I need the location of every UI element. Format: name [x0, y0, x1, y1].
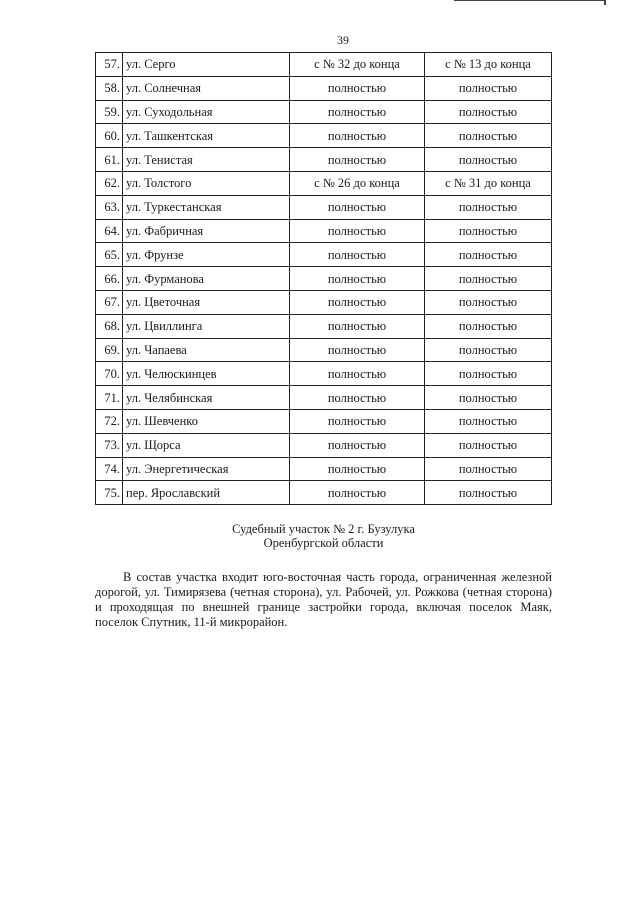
table-row [96, 362, 552, 386]
row-number: 75. [96, 481, 123, 505]
street-name: ул. Цвиллинга [123, 314, 290, 338]
even-side-range: с № 26 до конца [290, 171, 425, 195]
table-row [96, 386, 552, 410]
even-side-range: полностью [290, 195, 425, 219]
even-side-range: полностью [290, 100, 425, 124]
street-name: ул. Челюскинцев [123, 362, 290, 386]
even-side-range: с № 32 до конца [290, 53, 425, 77]
table-row [96, 290, 552, 314]
odd-side-range: полностью [425, 124, 552, 148]
row-number: 62. [96, 171, 123, 195]
odd-side-range: полностью [425, 433, 552, 457]
table-row [96, 195, 552, 219]
scan-corner-tick [604, 0, 606, 5]
odd-side-range: полностью [425, 409, 552, 433]
table-row [96, 481, 552, 505]
even-side-range: полностью [290, 362, 425, 386]
even-side-range: полностью [290, 290, 425, 314]
odd-side-range: полностью [425, 314, 552, 338]
row-number: 59. [96, 100, 123, 124]
street-name: ул. Энергетическая [123, 457, 290, 481]
even-side-range: полностью [290, 481, 425, 505]
row-number: 60. [96, 124, 123, 148]
street-name: ул. Челябинская [123, 386, 290, 410]
scan-corner-mark [454, 0, 606, 4]
table-row [96, 219, 552, 243]
street-name: ул. Толстого [123, 171, 290, 195]
row-number: 57. [96, 53, 123, 77]
odd-side-range: полностью [425, 195, 552, 219]
odd-side-range: с № 13 до конца [425, 53, 552, 77]
even-side-range: полностью [290, 433, 425, 457]
odd-side-range: полностью [425, 243, 552, 267]
odd-side-range: полностью [425, 76, 552, 100]
street-name: ул. Щорса [123, 433, 290, 457]
even-side-range: полностью [290, 314, 425, 338]
street-name: ул. Солнечная [123, 76, 290, 100]
street-name: ул. Шевченко [123, 409, 290, 433]
street-name: ул. Цветочная [123, 290, 290, 314]
row-number: 63. [96, 195, 123, 219]
table-row [96, 433, 552, 457]
street-name: ул. Ташкентская [123, 124, 290, 148]
even-side-range: полностью [290, 409, 425, 433]
street-name: ул. Туркестанская [123, 195, 290, 219]
table-row [96, 457, 552, 481]
table-row [96, 124, 552, 148]
table-row [96, 53, 552, 77]
even-side-range: полностью [290, 148, 425, 172]
odd-side-range: полностью [425, 290, 552, 314]
even-side-range: полностью [290, 267, 425, 291]
odd-side-range: полностью [425, 100, 552, 124]
street-name: ул. Тенистая [123, 148, 290, 172]
odd-side-range: полностью [425, 362, 552, 386]
row-number: 74. [96, 457, 123, 481]
row-number: 64. [96, 219, 123, 243]
street-name: ул. Фабричная [123, 219, 290, 243]
court-section-title [95, 522, 552, 550]
table-row [96, 314, 552, 338]
row-number: 72. [96, 409, 123, 433]
odd-side-range: полностью [425, 267, 552, 291]
row-number: 73. [96, 433, 123, 457]
row-number: 66. [96, 267, 123, 291]
odd-side-range: полностью [425, 338, 552, 362]
court-section-title-line1: Судебный участок № 2 г. Бузулука [232, 522, 415, 536]
court-section-title-line2: Оренбургской области [263, 536, 384, 550]
table-row [96, 409, 552, 433]
row-number: 71. [96, 386, 123, 410]
street-name: ул. Чапаева [123, 338, 290, 362]
table-row [96, 338, 552, 362]
even-side-range: полностью [290, 76, 425, 100]
odd-side-range: полностью [425, 386, 552, 410]
odd-side-range: полностью [425, 481, 552, 505]
street-name: ул. Суходольная [123, 100, 290, 124]
row-number: 68. [96, 314, 123, 338]
table-row [96, 100, 552, 124]
table-row [96, 148, 552, 172]
street-name: ул. Серго [123, 53, 290, 77]
page-number: 39 [337, 33, 349, 47]
row-number: 67. [96, 290, 123, 314]
table-row [96, 171, 552, 195]
row-number: 69. [96, 338, 123, 362]
even-side-range: полностью [290, 243, 425, 267]
odd-side-range: с № 31 до конца [425, 171, 552, 195]
street-name: пер. Ярославский [123, 481, 290, 505]
row-number: 58. [96, 76, 123, 100]
row-number: 61. [96, 148, 123, 172]
table-row [96, 76, 552, 100]
table-row [96, 267, 552, 291]
streets-table-body [96, 53, 552, 505]
streets-table [95, 52, 552, 505]
even-side-range: полностью [290, 338, 425, 362]
row-number: 65. [96, 243, 123, 267]
even-side-range: полностью [290, 219, 425, 243]
odd-side-range: полностью [425, 457, 552, 481]
even-side-range: полностью [290, 457, 425, 481]
court-section-description: В состав участка входит юго-восточная часть города, ограниченная железной дорогой, ул. Тимирязева (четная сторона), ул. Рабочей, ул. Рожкова (четная сторона) и проходящая по внешней границе застройки города, включая поселок Маяк, поселок Спутник, 11-й микрорайон. [95, 570, 552, 629]
even-side-range: полностью [290, 124, 425, 148]
even-side-range: полностью [290, 386, 425, 410]
table-row [96, 243, 552, 267]
street-name: ул. Фурманова [123, 267, 290, 291]
row-number: 70. [96, 362, 123, 386]
odd-side-range: полностью [425, 148, 552, 172]
odd-side-range: полностью [425, 219, 552, 243]
street-name: ул. Фрунзе [123, 243, 290, 267]
